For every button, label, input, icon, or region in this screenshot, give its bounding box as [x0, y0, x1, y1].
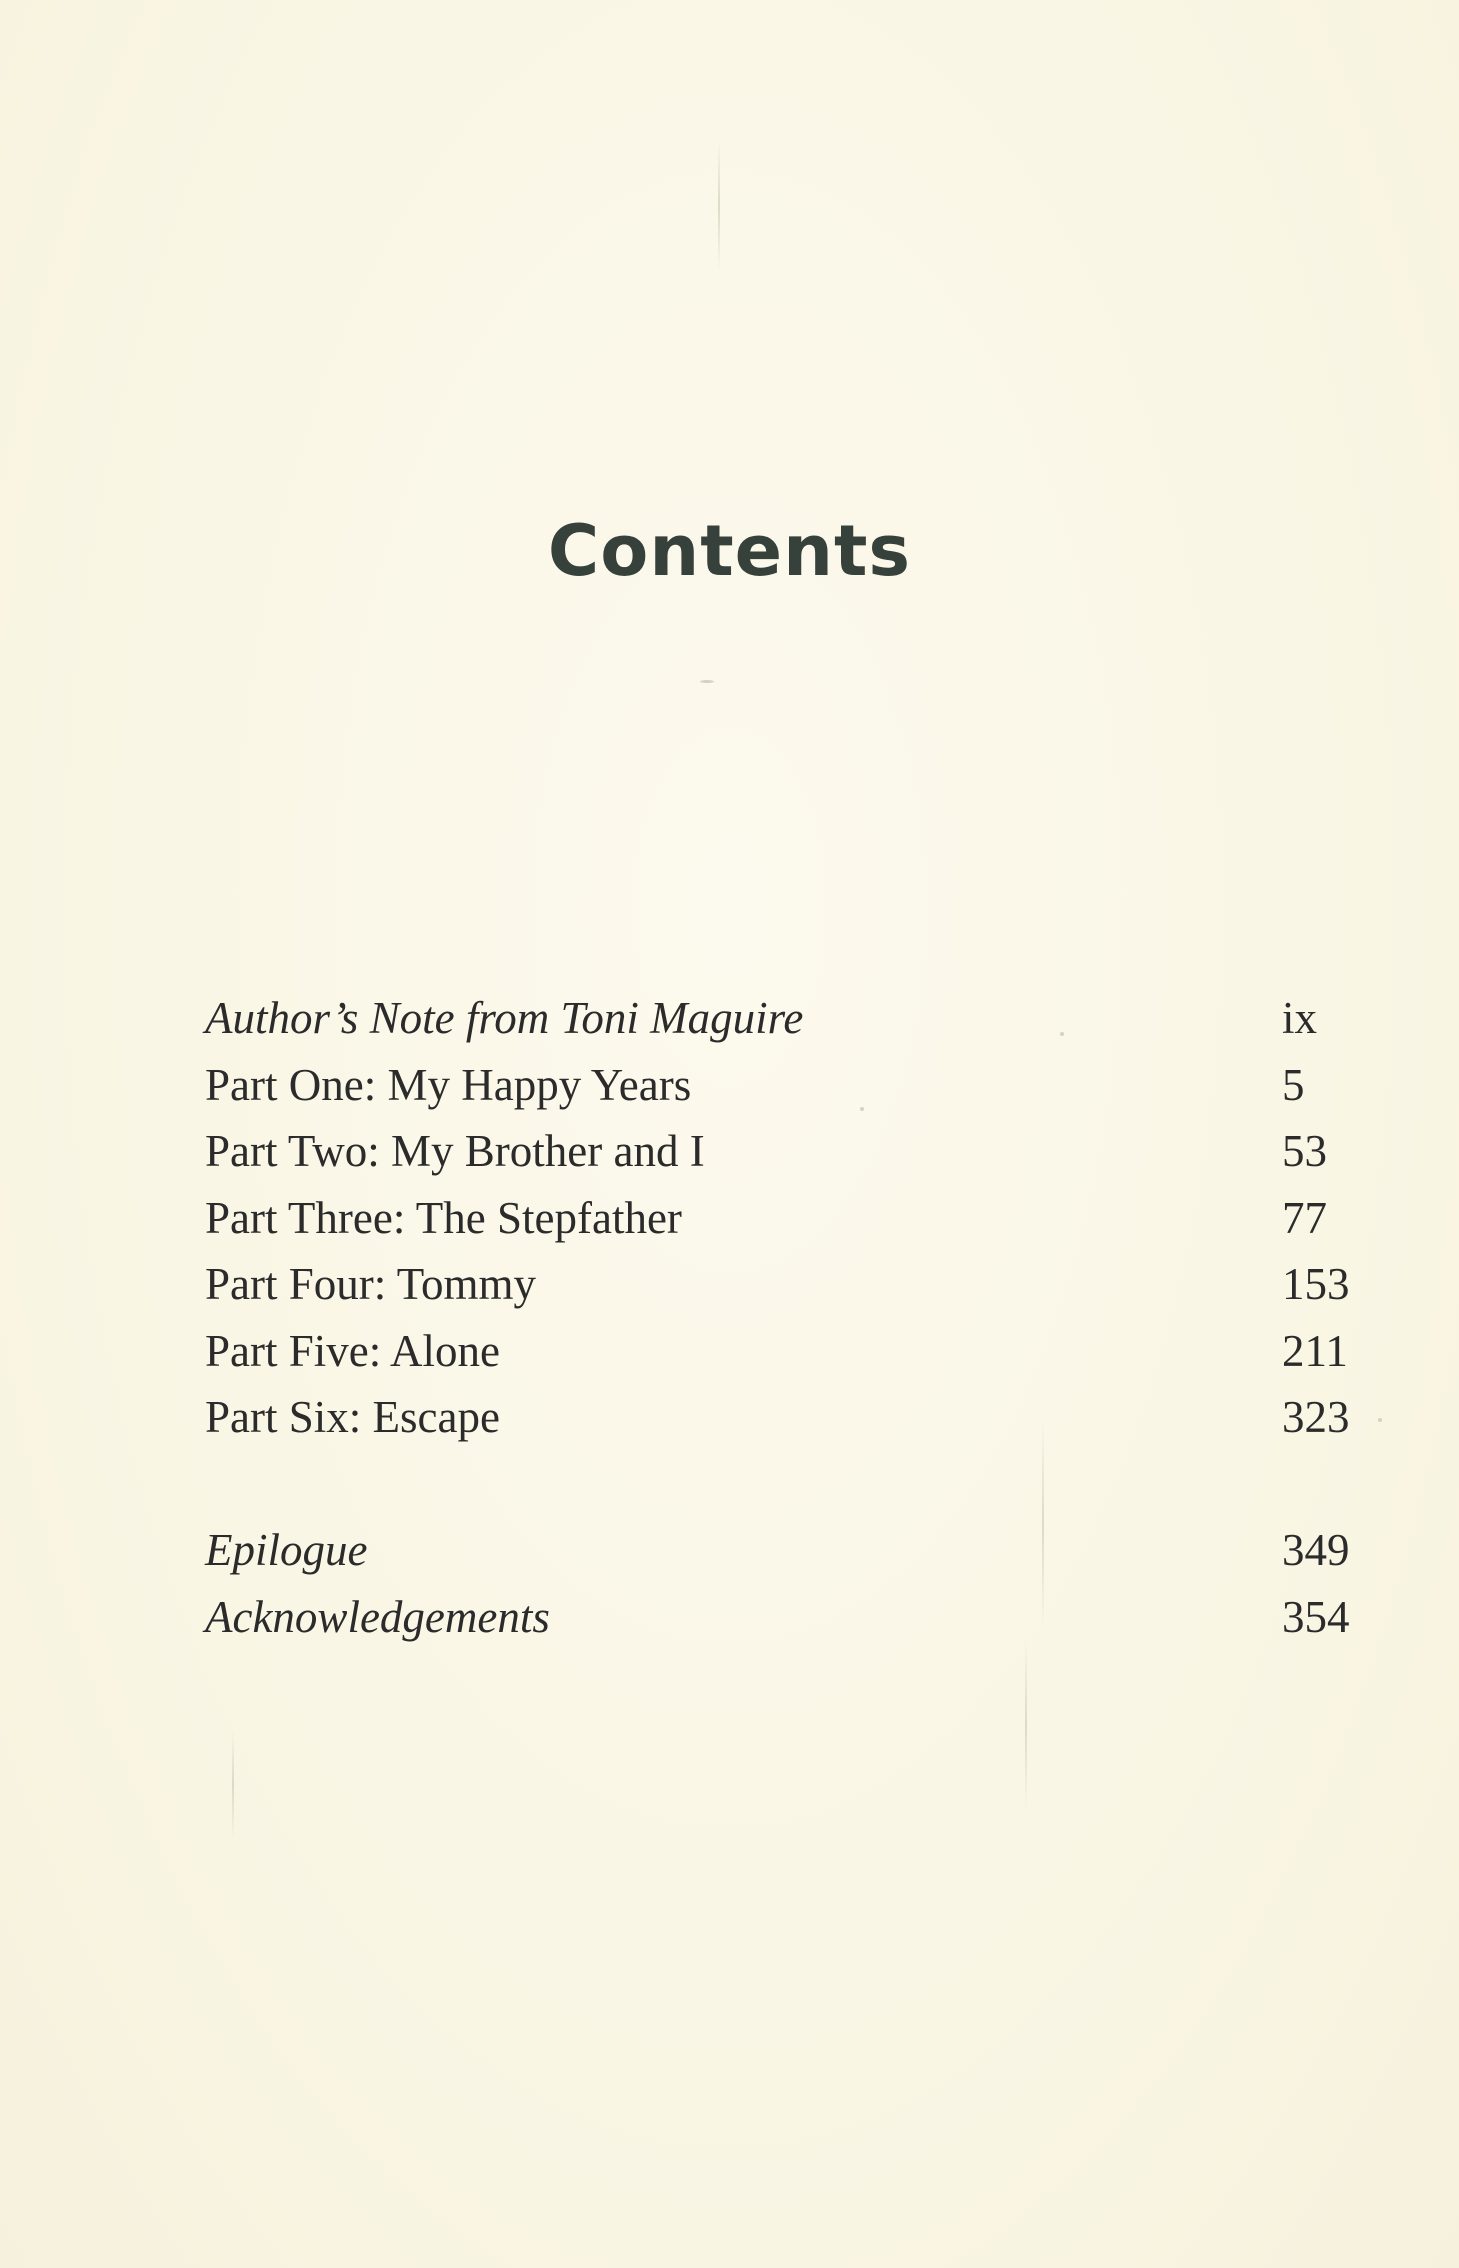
toc-entry-page: ix [1282, 993, 1318, 1043]
toc-entry-label: Part One: My Happy Years [205, 1059, 692, 1110]
table-of-contents [205, 985, 1355, 1650]
toc-entry-label: Part Five: Alone [205, 1325, 500, 1376]
toc-entry-epilogue [205, 1517, 1355, 1584]
toc-entry-page: 211 [1282, 1325, 1348, 1376]
page-title: Contents [547, 510, 912, 592]
paper-speck [1378, 1418, 1382, 1422]
toc-entry-page: 349 [1282, 1525, 1350, 1575]
toc-entry-page: 5 [1282, 1059, 1305, 1110]
toc-entry-label: Epilogue [205, 1525, 368, 1575]
toc-entry-label: Part Six: Escape [205, 1392, 500, 1442]
toc-entry-acknowledgements [205, 1584, 1355, 1651]
toc-entry-label: Part Four: Tommy [205, 1259, 537, 1309]
toc-entry-part-one [205, 1052, 1355, 1119]
toc-entry-page: 77 [1282, 1192, 1327, 1243]
toc-entry-page: 53 [1282, 1126, 1327, 1176]
toc-entry-label: Part Three: The Stepfather [205, 1192, 682, 1243]
toc-entry-part-three [205, 1185, 1355, 1252]
toc-entry-page: 323 [1282, 1392, 1350, 1442]
paper-scratch [1025, 1640, 1027, 1810]
toc-section-gap [205, 1451, 1355, 1518]
toc-entry-part-five [205, 1318, 1355, 1385]
toc-entry-page: 354 [1282, 1591, 1350, 1642]
paper-scratch [232, 1730, 234, 1840]
toc-entry-authors-note [205, 985, 1355, 1052]
toc-entry-page: 153 [1282, 1259, 1350, 1309]
paper-speck [700, 680, 714, 683]
toc-entry-part-two [205, 1118, 1355, 1185]
toc-entry-label: Author’s Note from Toni Maguire [205, 993, 804, 1043]
paper-scratch [718, 140, 720, 270]
toc-entry-part-four [205, 1251, 1355, 1318]
toc-entry-part-six [205, 1384, 1355, 1451]
toc-entry-label: Part Two: My Brother and I [205, 1126, 705, 1176]
toc-entry-label: Acknowledgements [205, 1591, 550, 1642]
